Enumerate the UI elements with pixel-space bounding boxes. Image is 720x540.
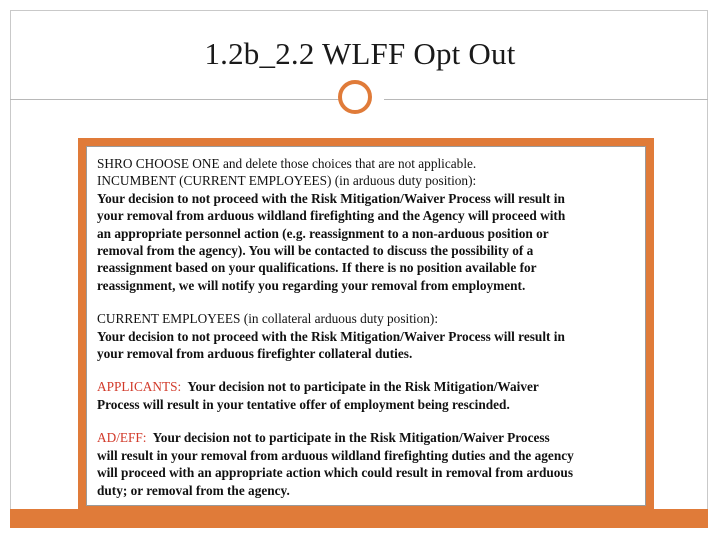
- incumbent-line: an appropriate personnel action (e.g. reassignment to a non-arduous position or: [97, 225, 549, 241]
- slide-title: 1.2b_2.2 WLFF Opt Out: [204, 36, 516, 71]
- instruction-line: SHRO CHOOSE ONE and delete those choices that are not applicable.: [97, 156, 477, 171]
- applicants-line: Process will result in your tentative offer of employment being rescinded.: [97, 396, 510, 412]
- applicants-line: Your decision not to participate in the Risk Mitigation/Waiver: [187, 379, 539, 395]
- collateral-line: Your decision to not proceed with the Risk Mitigation/Waiver Process will result in: [97, 328, 565, 344]
- applicants-label: APPLICANTS:: [97, 379, 182, 395]
- adeff-line: Your decision not to participate in the Risk Mitigation/Waiver Process: [152, 430, 550, 446]
- adeff-line: will proceed with an appropriate action which could result in removal from arduous: [97, 465, 573, 481]
- adeff-line: duty; or removal from the agency.: [97, 482, 290, 498]
- incumbent-line: Your decision to not proceed with the Risk Mitigation/Waiver Process will result in: [97, 190, 565, 206]
- incumbent-line: your removal from arduous wildland firefighting and the Agency will proceed with: [97, 208, 566, 224]
- collateral-line: your removal from arduous firefighter collateral duties.: [97, 346, 413, 362]
- document-panel: [78, 138, 654, 514]
- footer-accent-bar: [10, 509, 708, 528]
- title-divider-right: [384, 99, 708, 100]
- adeff-paragraph: [97, 429, 637, 446]
- incumbent-line: reassignment based on your qualifications. If there is no position available for: [97, 260, 537, 276]
- applicants-paragraph: [97, 378, 637, 395]
- adeff-line: will result in your removal from arduous wildland firefighting duties and the agency: [97, 447, 574, 463]
- title-divider-left: [10, 99, 340, 100]
- incumbent-heading: INCUMBENT (CURRENT EMPLOYEES) (in arduous duty position):: [97, 173, 477, 189]
- document-image: [86, 146, 646, 506]
- collateral-heading: CURRENT EMPLOYEES (in collateral arduous duty position):: [97, 311, 439, 327]
- incumbent-line: removal from the agency). You will be contacted to discuss the possibility of a: [97, 243, 534, 259]
- incumbent-line: reassignment, we will notify you regarding your removal from employment.: [97, 277, 526, 293]
- circle-ornament-icon: [338, 80, 372, 114]
- adeff-label: AD/EFF:: [97, 430, 147, 446]
